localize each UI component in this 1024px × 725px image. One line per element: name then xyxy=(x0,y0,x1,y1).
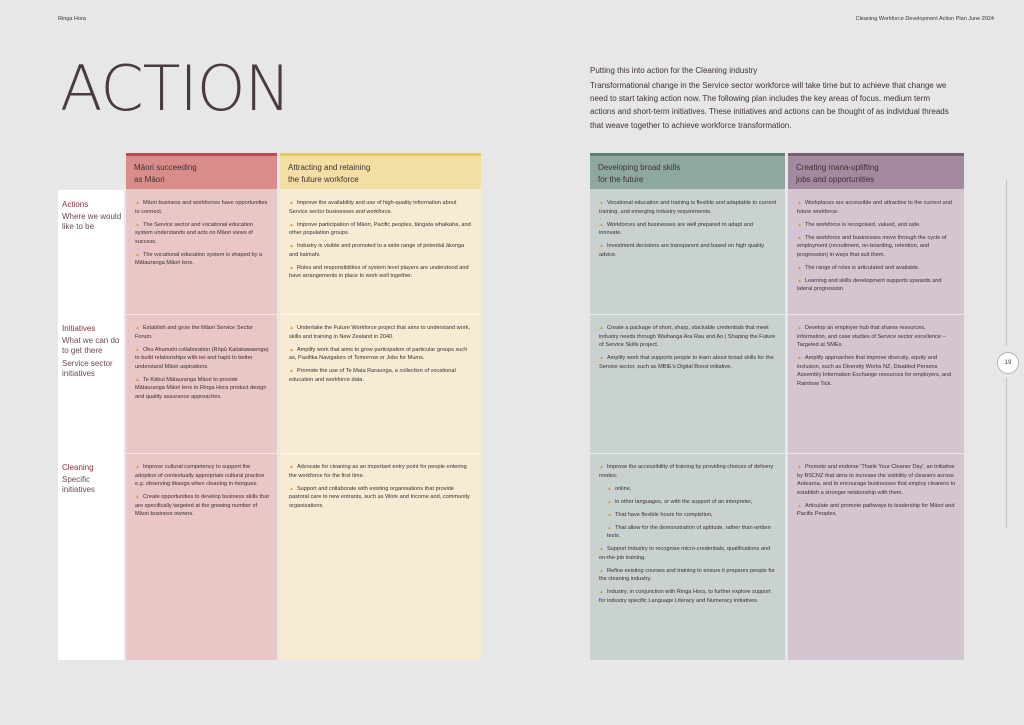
triangle-bullet-icon: ▲ xyxy=(607,524,612,531)
list-item xyxy=(797,354,956,388)
list-item xyxy=(135,463,269,489)
row-label-column xyxy=(58,190,124,660)
triangle-bullet-icon: ▲ xyxy=(797,502,802,509)
list-item xyxy=(797,502,956,519)
list-item xyxy=(599,485,777,494)
list-item-text: Advocate for cleaning as an important entry point for people entering the workforce for the first time. xyxy=(289,464,467,479)
row-label-title: Initiatives xyxy=(62,324,96,333)
list-item xyxy=(289,264,473,281)
list-item-text: Support and collaborate with existing organisations that provide pastoral care to new entrants, such as Work and Income and, community organisations. xyxy=(289,485,470,509)
list-item-text: Improve the availability and use of high-quality information about Service sector businesses and workforce. xyxy=(289,200,457,215)
triangle-bullet-icon: ▲ xyxy=(607,485,612,492)
row-label-subtitle: Where we would like to be xyxy=(62,212,122,231)
triangle-bullet-icon: ▲ xyxy=(135,376,140,383)
page-title: ACTION xyxy=(60,52,290,125)
triangle-bullet-icon: ▲ xyxy=(135,251,140,258)
column-heading-line1: Developing broad skills xyxy=(598,163,681,172)
cell-actions xyxy=(590,190,785,314)
triangle-bullet-icon: ▲ xyxy=(797,464,802,470)
list-item-text: Roles and responsibilities of system level players are understood and have arrangements in place to work well together. xyxy=(289,264,469,280)
list-item-text: The range of roles is articulated and available. xyxy=(804,264,920,271)
list-item xyxy=(135,221,269,247)
cell-initiatives xyxy=(280,314,481,453)
list-item-text: Improve participation of Māori, Pacific peoples, tāngata whaikaha, and other population groups. xyxy=(289,221,471,237)
triangle-bullet-icon: ▲ xyxy=(289,368,294,375)
row-label-initiatives xyxy=(58,324,124,379)
side-divider-top xyxy=(1006,180,1007,346)
list-item xyxy=(797,463,956,497)
list-item xyxy=(289,324,473,341)
triangle-bullet-icon: ▲ xyxy=(599,325,604,331)
column-heading-line1: Attracting and retaining xyxy=(288,163,371,172)
list-item-text: That allow for the demonstration of aptitude, rather than written tests. xyxy=(607,524,771,540)
list-item-text: Investment decisions are transparent and based on high quality advice. xyxy=(599,243,764,258)
list-item xyxy=(135,346,269,372)
list-item-text: Promote the use of Te Mata Raraunga, a collection of vocational education and workforce data. xyxy=(289,368,456,383)
list-item-text: Industry, in conjunction with Ringa Hora, to further explore support for industry specific Language Literacy and Numeracy initiatives. xyxy=(599,589,771,604)
list-item xyxy=(599,498,777,507)
column-header xyxy=(590,153,785,189)
list-item-text: Amplify work that aims to grow participation of particular groups such as, Pasifika Navigators of Tomorrow or Jobs for Mums. xyxy=(289,346,468,362)
list-item xyxy=(135,493,269,519)
triangle-bullet-icon: ▲ xyxy=(599,464,604,470)
list-item-text: Industry is visible and promoted to a wide range of potential ākonga and kaimahi. xyxy=(289,243,465,258)
list-item-text: Refine existing courses and training to ensure it prepares people for the cleaning industry. xyxy=(599,567,775,583)
triangle-bullet-icon: ▲ xyxy=(797,355,802,362)
column-broad-skills xyxy=(590,153,785,660)
triangle-bullet-icon: ▲ xyxy=(797,325,802,331)
column-maori-succeeding xyxy=(126,153,277,660)
triangle-bullet-icon: ▲ xyxy=(289,346,294,353)
intro-heading: Putting this into action for the Cleaning industry xyxy=(590,66,758,75)
list-item-text: Undertake the Future Workforce project that aims to understand work, skills and training in New Zealand in 2040. xyxy=(289,325,471,340)
intro-body: Transformational change in the Service sector workforce will take time but to achieve that change we need to start taking action now. The following plan includes the key areas of focus, medium term actions and short-term initiatives. These initiatives and actions can be thought of as individual threads that weave together to achieve workforce transformation. xyxy=(590,81,949,130)
header-left: Ringa Hora xyxy=(58,16,86,22)
row-label-title: Actions xyxy=(62,200,89,209)
list-item-text: Develop an employer hub that shares resources, information, and case studies of Service sector excellence – Targeted at SMEs. xyxy=(797,325,946,349)
list-item-text: The vocational education system is shaped by a Mātauranga Māori lens. xyxy=(135,251,263,267)
cell-cleaning xyxy=(126,453,277,660)
list-item-text: The workforce is recognised, valued, and safe. xyxy=(804,221,921,228)
list-item-text: Amplify work that supports people to learn about broad skills for the Service sector, such as MBIE's Digital Boost initiative. xyxy=(599,355,774,370)
list-item xyxy=(599,524,777,541)
row-label-cleaning xyxy=(58,463,124,495)
list-item xyxy=(599,567,777,584)
list-item xyxy=(135,376,269,402)
list-item xyxy=(599,463,777,480)
list-item-text: Amplify approaches that improve diversity, equity and inclusion, such as Diversity Works NZ, Disabled Persons Assembly Information Exchange resources for employers, and Rainbow Tick. xyxy=(797,355,952,387)
triangle-bullet-icon: ▲ xyxy=(289,243,294,250)
list-item-text: Establish and grow the Māori Service Sector Forum. xyxy=(135,325,254,340)
triangle-bullet-icon: ▲ xyxy=(797,264,802,271)
header-right: Cleaning Workforce Development Action Plan June 2024 xyxy=(855,16,994,22)
list-item xyxy=(599,511,777,520)
list-item xyxy=(797,234,956,260)
triangle-bullet-icon: ▲ xyxy=(599,200,604,206)
cell-cleaning xyxy=(788,453,964,660)
list-item-text: The Service sector and vocational education system understands and acts on Māori views of success. xyxy=(135,221,254,245)
triangle-bullet-icon: ▲ xyxy=(599,355,604,362)
triangle-bullet-icon: ▲ xyxy=(135,464,140,470)
list-item xyxy=(289,242,473,259)
triangle-bullet-icon: ▲ xyxy=(599,546,604,553)
row-label-subtitle-2: Service sector initiatives xyxy=(62,359,113,378)
list-item xyxy=(599,199,777,216)
triangle-bullet-icon: ▲ xyxy=(135,346,140,353)
triangle-bullet-icon: ▲ xyxy=(797,234,802,241)
column-heading-line2: as Māori xyxy=(134,175,165,184)
list-item-text: Learning and skills development supports upwards and lateral progression. xyxy=(797,277,942,293)
triangle-bullet-icon: ▲ xyxy=(797,221,802,228)
cell-initiatives xyxy=(126,314,277,453)
list-item xyxy=(289,463,473,480)
list-item-text: Improve cultural competency to support the adoption of contextually appropriate cultural practice e.g. observing tikanga when cleaning in morgues. xyxy=(135,464,265,488)
triangle-bullet-icon: ▲ xyxy=(599,589,604,596)
list-item xyxy=(797,199,956,216)
list-item-text: Promote and endorse 'Thank Your Cleaner Day', an initiative by BSCNZ that aims to increase the visibility of cleaners across Aotearoa, and to encourage businesses that employ cleaners to establish a stronger relationship with them. xyxy=(797,464,956,496)
triangle-bullet-icon: ▲ xyxy=(599,243,604,250)
column-heading-line2: the future workforce xyxy=(288,175,359,184)
triangle-bullet-icon: ▲ xyxy=(289,264,294,271)
list-item xyxy=(135,324,269,341)
list-item xyxy=(599,221,777,238)
triangle-bullet-icon: ▲ xyxy=(135,221,140,228)
column-header xyxy=(280,153,481,189)
triangle-bullet-icon: ▲ xyxy=(289,464,294,470)
column-heading-line2: jobs and opportunities xyxy=(796,175,875,184)
list-item xyxy=(289,199,473,216)
column-header xyxy=(126,153,277,189)
column-heading-line1: Creating mana-uplifting xyxy=(796,163,879,172)
list-item-text: in other languages, or with the support of an interpreter, xyxy=(614,498,753,505)
list-item-text: online, xyxy=(614,485,632,492)
row-label-title: Cleaning xyxy=(62,463,94,472)
row-label-subtitle: Specific initiatives xyxy=(62,475,95,494)
triangle-bullet-icon: ▲ xyxy=(289,200,294,206)
list-item-text: Support industry to recognise micro-credentials, qualifications and on-the-job training. xyxy=(599,546,771,561)
triangle-bullet-icon: ▲ xyxy=(289,221,294,228)
list-item-text: Vocational education and training is flexible and adaptable to current training, and emerging industry requirements. xyxy=(599,200,777,215)
row-label-actions xyxy=(58,200,124,232)
list-item xyxy=(289,485,473,511)
cell-actions xyxy=(788,190,964,314)
list-item xyxy=(135,199,269,216)
column-mana-uplifting xyxy=(788,153,964,660)
cell-initiatives xyxy=(590,314,785,453)
column-heading-line1: Māori succeeding xyxy=(134,163,197,172)
list-item-text: Create opportunities to develop business skills that are specifically targeted at the growing number of Māori business owners. xyxy=(135,494,269,518)
list-item xyxy=(289,221,473,238)
triangle-bullet-icon: ▲ xyxy=(289,325,294,331)
triangle-bullet-icon: ▲ xyxy=(607,511,612,518)
list-item xyxy=(135,251,269,268)
triangle-bullet-icon: ▲ xyxy=(135,325,140,331)
triangle-bullet-icon: ▲ xyxy=(135,494,140,501)
cell-cleaning xyxy=(280,453,481,660)
triangle-bullet-icon: ▲ xyxy=(797,200,802,206)
list-item xyxy=(599,324,777,350)
row-label-subtitle: What we can do to get there xyxy=(62,336,120,355)
list-item-text: Te Kāhui Mātauranga Māori to provide Mātauranga Māori lens to Ringa Hora product design and quality assurance approaches. xyxy=(135,376,267,400)
column-attracting-workforce xyxy=(280,153,481,660)
triangle-bullet-icon: ▲ xyxy=(607,498,612,505)
triangle-bullet-icon: ▲ xyxy=(599,567,604,574)
page-number: 19 xyxy=(997,352,1019,374)
triangle-bullet-icon: ▲ xyxy=(135,200,140,206)
list-item-text: Workforces and businesses are well prepared to adapt and innovate. xyxy=(599,221,753,237)
list-item xyxy=(599,588,777,605)
list-item xyxy=(289,367,473,384)
list-item xyxy=(599,354,777,371)
list-item xyxy=(599,545,777,562)
cell-cleaning xyxy=(590,453,785,660)
list-item-text: Ohu Ahumahi collaboration (Rōpū Kaitakawaenga) to build relationships with iwi and hapū to better understand Māori aspirations. xyxy=(135,346,269,370)
cell-actions xyxy=(126,190,277,314)
triangle-bullet-icon: ▲ xyxy=(289,485,294,492)
list-item-text: Create a package of short, sharp, stackable credentials that meet industry needs through Waihanga Ara Rau and Ao | Shaping the Future of Service Skills project. xyxy=(599,325,776,349)
column-heading-line2: for the future xyxy=(598,175,644,184)
intro-block xyxy=(590,66,950,132)
list-item-text: The workforce and businesses move through the cycle of employment (recruitment, on-boarding, retention, and progression) in ways that suit them. xyxy=(797,234,947,258)
list-item-text: Articulate and promote pathways to leadership for Māori and Pacific Peoples. xyxy=(797,502,955,518)
list-item xyxy=(797,221,956,230)
list-item-text: Māori business and workforces have opportunities to connect. xyxy=(135,200,268,215)
column-header xyxy=(788,153,964,189)
list-item xyxy=(797,264,956,273)
list-item xyxy=(289,346,473,363)
side-divider-bottom xyxy=(1006,378,1007,528)
list-item-text: Improve the accessibility of training by providing choices of delivery modes: xyxy=(599,464,774,479)
list-item xyxy=(797,324,956,350)
cell-actions xyxy=(280,190,481,314)
list-item xyxy=(599,242,777,259)
list-item-text: That have flexible hours for completion, xyxy=(614,511,713,518)
list-item-text: Workplaces are accessible and attractive to the current and future workforce. xyxy=(797,200,952,215)
cell-initiatives xyxy=(788,314,964,453)
triangle-bullet-icon: ▲ xyxy=(599,221,604,228)
list-item xyxy=(797,277,956,294)
triangle-bullet-icon: ▲ xyxy=(797,277,802,284)
